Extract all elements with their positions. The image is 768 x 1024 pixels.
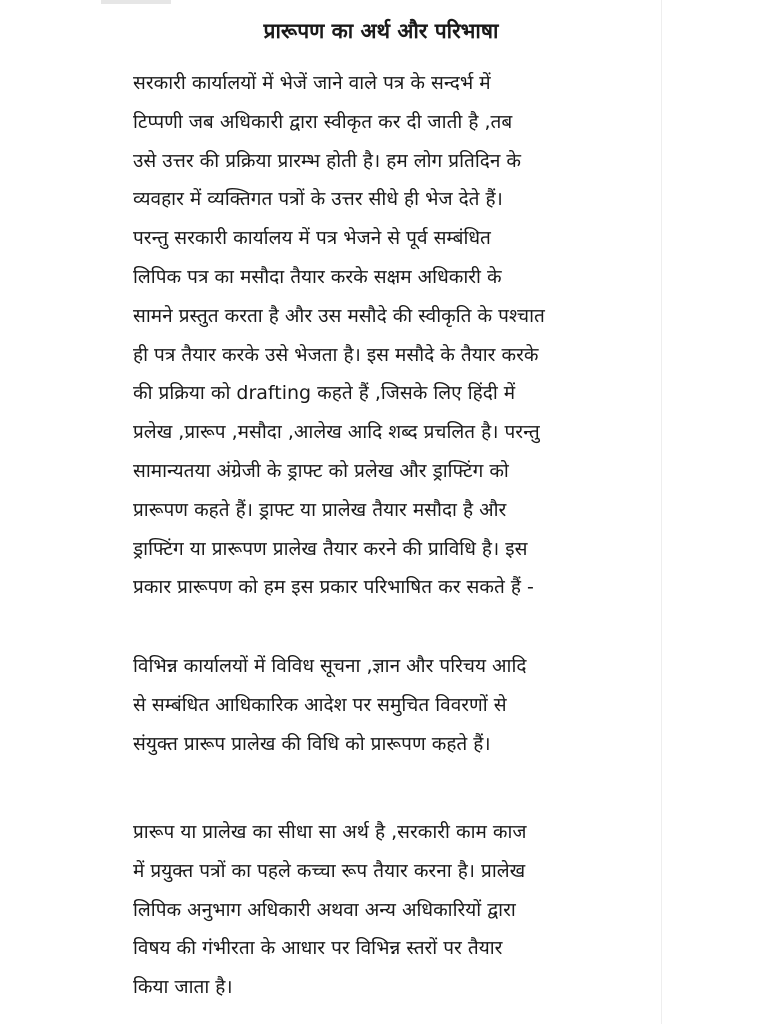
text-line: में प्रयुक्त पत्रों का पहले कच्चा रूप तैयार करना है। प्रालेख <box>133 859 526 882</box>
page-right-edge <box>661 0 662 1024</box>
text-line: व्यवहार में व्यक्तिगत पत्रों के उत्तर सीधे ही भेज देते हैं। <box>133 188 503 211</box>
text-line: परन्तु सरकारी कार्यालय में पत्र भेजने से पूर्व सम्बंधित <box>133 227 491 250</box>
text-line: प्रकार प्रारूपण को हम इस प्रकार परिभाषित कर सकते हैं - <box>133 576 534 599</box>
text-line: उसे उत्तर की प्रक्रिया प्रारम्भ होती है। हम लोग प्रतिदिन के <box>133 149 522 172</box>
text-line: टिप्पणी जब अधिकारी द्वारा स्वीकृत कर दी जाती है ,तब <box>133 110 513 133</box>
text-line: से सम्बंधित आधिकारिक आदेश पर समुचित विवरणों से <box>133 693 507 716</box>
top-edge-bar <box>101 0 171 4</box>
paragraph-definition <box>133 647 633 763</box>
text-line: किया जाता है। <box>133 976 233 999</box>
text-line: विषय की गंभीरता के आधार पर विभिन्न स्तरों पर तैयार <box>133 937 503 960</box>
text-line: सरकारी कार्यालयों में भेजें जाने वाले पत्र के सन्दर्भ में <box>133 72 491 94</box>
text-line: संयुक्त प्रारूप प्रालेख की विधि को प्रारूपण कहते हैं। <box>133 732 491 755</box>
text-line: विभिन्न कार्यालयों में विविध सूचना ,ज्ञान और परिचय आदि <box>133 655 527 677</box>
text-line: प्रारूपण कहते हैं। ड्राफ्ट या प्रालेख तैयार मसौदा है और <box>133 498 507 521</box>
text-line: प्रलेख ,प्रारूप ,मसौदा ,आलेख आदि शब्द प्रचलित है। परन्तु <box>133 421 540 444</box>
text-line: ही पत्र तैयार करके उसे भेजता है। इस मसौदे के तैयार करके <box>133 343 539 366</box>
text-line: सामान्यतया अंग्रेजी के ड्राफ्ट को प्रलेख और ड्राफ्टिंग को <box>133 459 509 482</box>
text-line: लिपिक पत्र का मसौदा तैयार करके सक्षम अधिकारी के <box>133 265 502 288</box>
text-line: की प्रक्रिया को drafting कहते हैं ,जिसके लिए हिंदी में <box>133 382 516 405</box>
text-line: सामने प्रस्तुत करता है और उस मसौदे की स्वीकृति के पश्चात <box>133 304 545 327</box>
text-line: लिपिक अनुभाग अधिकारी अथवा अन्य अधिकारियों द्वारा <box>133 898 516 921</box>
paragraph-intro <box>133 64 633 607</box>
text-line: प्रारूप या प्रालेख का सीधा सा अर्थ है ,सरकारी काम काज <box>133 821 527 843</box>
text-line: ड्राफ्टिंग या प्रारूपण प्रालेख तैयार करने की प्राविधि है। इस <box>133 537 528 560</box>
document-title: प्रारूपण का अर्थ और परिभाषा <box>263 19 499 43</box>
paragraph-meaning <box>133 813 633 1007</box>
